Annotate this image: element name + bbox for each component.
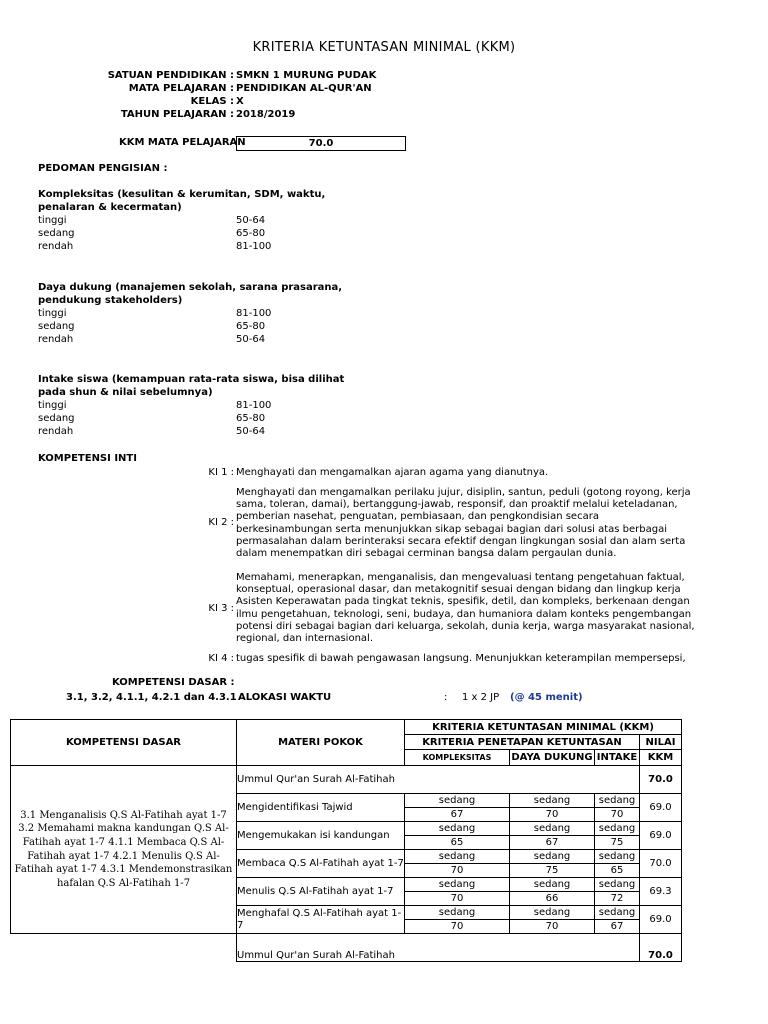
identity-label: TAHUN PELAJARAN :	[120, 109, 234, 120]
guide-range: 65-80	[236, 321, 266, 332]
guide-label: rendah	[38, 334, 74, 345]
header-materi-pokok: MATERI POKOK	[237, 720, 405, 766]
kompleksitas-value: 65	[405, 836, 510, 850]
identity-label: SATUAN PENDIDIKAN :	[107, 70, 234, 81]
daya-label: sedang	[510, 850, 595, 864]
nilai-kkm: 70.0	[640, 850, 682, 878]
next-summary-materi: Ummul Qur'an Surah Al-Fatihah	[237, 934, 640, 962]
kompetensi-inti-label: KOMPETENSI INTI	[38, 453, 137, 464]
summary-materi: Ummul Qur'an Surah Al-Fatihah	[237, 766, 640, 794]
guide-range: 81-100	[236, 400, 272, 411]
materi-pokok: Mengidentifikasi Tajwid	[237, 794, 405, 822]
guide-label: tinggi	[38, 308, 67, 319]
pedoman-label: PEDOMAN PENGISIAN :	[38, 163, 168, 174]
nilai-kkm: 69.3	[640, 878, 682, 906]
guide-label: rendah	[38, 241, 74, 252]
daya-dukung-heading: Daya dukung (manajemen sekolah, sarana prasarana,	[38, 282, 343, 293]
identity-value: 2018/2019	[236, 109, 296, 120]
ki-label: KI 2 :	[208, 517, 234, 528]
daya-value: 67	[510, 836, 595, 850]
nilai-kkm: 69.0	[640, 794, 682, 822]
alokasi-colon: :	[444, 692, 448, 703]
guide-range: 50-64	[236, 426, 266, 437]
kompleksitas-label: sedang	[405, 850, 510, 864]
guide-label: sedang	[38, 321, 75, 332]
page-title: KRITERIA KETUNTASAN MINIMAL (KKM)	[252, 40, 516, 55]
intake-value: 72	[595, 892, 640, 906]
daya-dukung-heading: pendukung stakeholders)	[38, 295, 183, 306]
kkm-table	[10, 719, 682, 962]
materi-pokok: Membaca Q.S Al-Fatihah ayat 1-7	[237, 850, 405, 878]
daya-label: sedang	[510, 822, 595, 836]
guide-range: 65-80	[236, 228, 266, 239]
next-summary-nilai: 70.0	[640, 934, 682, 962]
ki-text: Memahami, menerapkan, menganalisis, dan mengevaluasi tentang pengetahuan faktual, konseptual, operasional dasar, dan metakognitif sesuai dengan bidang dan lingkup kerja Asisten Keperawatan pada tingkat teknis, spesifik, detil, dan kompleks, berkenaan dengan ilmu pengetahuan, teknologi, seni, budaya, dan humaniora dalam konteks pengembangan potensi diri sebagai bagian dari keluarga, sekolah, dunia kerja, warga masyarakat nasional, regional, dan internasional.	[236, 572, 695, 645]
intake-value: 70	[595, 808, 640, 822]
daya-value: 70	[510, 808, 595, 822]
ki-label: KI 1 :	[208, 467, 234, 478]
kompleksitas-label: sedang	[405, 794, 510, 808]
daya-label: sedang	[510, 906, 595, 920]
kd-list: 3.1, 3.2, 4.1.1, 4.2.1 dan 4.3.1	[66, 692, 237, 703]
summary-nilai: 70.0	[640, 766, 682, 794]
guide-label: rendah	[38, 426, 74, 437]
guide-range: 65-80	[236, 413, 266, 424]
daya-value: 75	[510, 864, 595, 878]
intake-label: sedang	[595, 794, 640, 808]
guide-range: 81-100	[236, 241, 272, 252]
materi-pokok: Menulis Q.S Al-Fatihah ayat 1-7	[237, 878, 405, 906]
kompleksitas-label: sedang	[405, 822, 510, 836]
kompleksitas-value: 70	[405, 920, 510, 934]
kd-next-blank	[11, 934, 237, 962]
kkm-mapel-value: 70.0	[236, 136, 406, 151]
identity-label: KELAS :	[190, 96, 234, 107]
intake-value: 75	[595, 836, 640, 850]
alokasi-label: ALOKASI WAKTU	[238, 692, 332, 703]
header-daya-dukung: DAYA DUKUNG	[510, 750, 595, 766]
ki-label: KI 4 :	[208, 653, 234, 664]
daya-value: 70	[510, 920, 595, 934]
intake-label: sedang	[595, 906, 640, 920]
guide-range: 50-64	[236, 215, 266, 226]
daya-value: 66	[510, 892, 595, 906]
ki-text: Menghayati dan mengamalkan ajaran agama yang dianutnya.	[236, 467, 549, 478]
guide-label: tinggi	[38, 400, 67, 411]
guide-label: tinggi	[38, 215, 67, 226]
daya-label: sedang	[510, 878, 595, 892]
header-kompetensi-dasar: KOMPETENSI DASAR	[11, 720, 237, 766]
alokasi-jp: 1 x 2 JP	[462, 692, 500, 703]
kompleksitas-value: 67	[405, 808, 510, 822]
header-kkm-short: KKM	[640, 750, 682, 766]
header-kompleksitas: KOMPLEKSITAS	[405, 750, 510, 766]
intake-heading: Intake siswa (kemampuan rata-rata siswa, bisa dilihat	[38, 374, 345, 385]
intake-label: sedang	[595, 850, 640, 864]
kd-description: 3.1 Menganalisis Q.S Al-Fatihah ayat 1-7 3.2 Memahami makna kandungan Q.S Al-Fatihah ayat 1-7 4.1.1 Membaca Q.S Al-Fatihah ayat 1-7 4.2.1 Menulis Q.S Al-Fatihah ayat 1-7 4.3.1 Mendemonstrasikan hafalan Q.S Al-Fatihah 1-7	[11, 766, 237, 934]
header-intake: INTAKE	[595, 750, 640, 766]
kompetensi-dasar-label: KOMPETENSI DASAR :	[112, 677, 235, 688]
kkm-mapel-label: KKM MATA PELAJARAN	[119, 137, 246, 148]
identity-value: X	[236, 96, 244, 107]
header-kkm: KRITERIA KETUNTASAN MINIMAL (KKM)	[405, 720, 682, 735]
nilai-kkm: 69.0	[640, 822, 682, 850]
identity-value: PENDIDIKAN AL-QUR'AN	[236, 83, 372, 94]
header-kriteria: KRITERIA PENETAPAN KETUNTASAN	[405, 735, 640, 750]
intake-value: 67	[595, 920, 640, 934]
intake-label: sedang	[595, 878, 640, 892]
kompleksitas-value: 70	[405, 892, 510, 906]
intake-value: 65	[595, 864, 640, 878]
ki-text: tugas spesifik di bawah pengawasan langsung. Menunjukkan keterampilan mempersepsi,	[236, 653, 686, 664]
intake-heading: pada shun & nilai sebelumnya)	[38, 387, 213, 398]
ki-label: KI 3 :	[208, 603, 234, 614]
nilai-kkm: 69.0	[640, 906, 682, 934]
guide-range: 50-64	[236, 334, 266, 345]
kompleksitas-heading: penalaran & kecermatan)	[38, 202, 182, 213]
guide-label: sedang	[38, 413, 75, 424]
kompleksitas-label: sedang	[405, 906, 510, 920]
materi-pokok: Mengemukakan isi kandungan	[237, 822, 405, 850]
kompleksitas-label: sedang	[405, 878, 510, 892]
materi-pokok: Menghafal Q.S Al-Fatihah ayat 1-7	[237, 906, 405, 934]
alokasi-menit: (@ 45 menit)	[510, 692, 583, 703]
ki-text: Menghayati dan mengamalkan perilaku jujur, disiplin, santun, peduli (gotong royong, kerja sama, toleran, damai), bertanggung-jawab, responsif, dan proaktif melalui keteladanan, pemberian nasehat, penguatan, pembiasaan, dan pengkondisian secara berkesinambungan serta menunjukkan sikap sebagai bagian dari solusi atas berbagai permasalahan dalam berinteraksi secara efektif dengan lingkungan sosial dan alam serta dalam menempatkan diri sebagai cerminan bangsa dalam pergaulan dunia.	[236, 487, 691, 560]
kompleksitas-value: 70	[405, 864, 510, 878]
daya-label: sedang	[510, 794, 595, 808]
intake-label: sedang	[595, 822, 640, 836]
guide-range: 81-100	[236, 308, 272, 319]
kompleksitas-heading: Kompleksitas (kesulitan & kerumitan, SDM, waktu,	[38, 189, 326, 200]
header-nilai: NILAI	[640, 735, 682, 750]
guide-label: sedang	[38, 228, 75, 239]
identity-label: MATA PELAJARAN :	[128, 83, 234, 94]
identity-value: SMKN 1 MURUNG PUDAK	[236, 70, 377, 81]
